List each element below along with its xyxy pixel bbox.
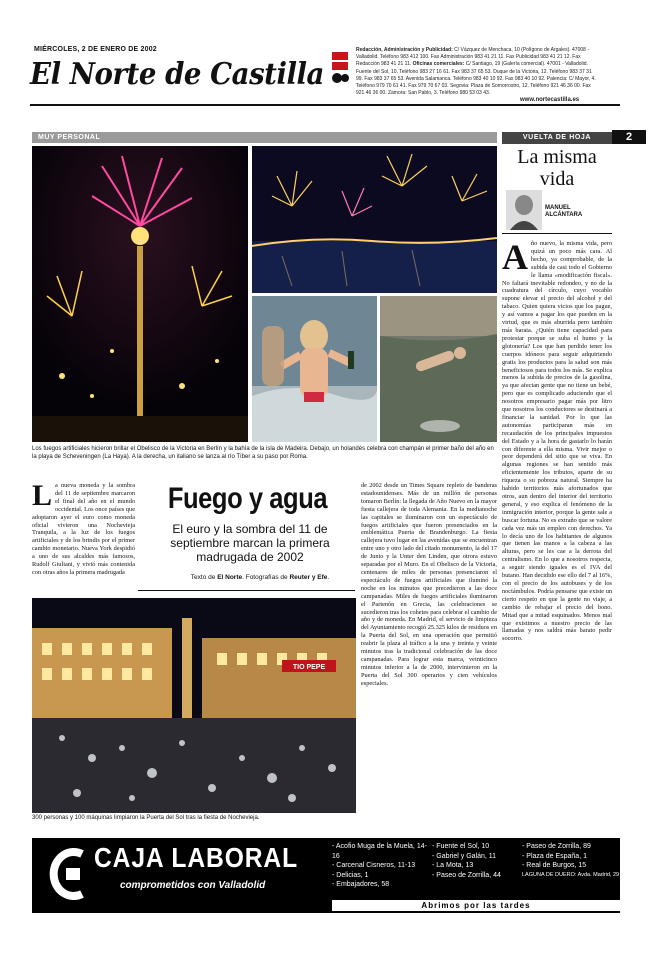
credits-agency: Reuter y Efe: [289, 574, 328, 581]
address-title: Redacción, Administración y Publicidad:: [356, 47, 453, 53]
headline: Fuego y agua: [167, 482, 328, 515]
top-photo-caption: Los fuegos artificiales hicieron brillar el Obelisco de la Victoria en Berlín y la bahía de la isla de Madeira. Debajo, un holandés celebra con champán el primer baño del año en la playa de Scheveningen (La Haya). A la derecha, un italiano se lanza al río Tíber a su paso por Roma.: [32, 446, 494, 460]
opinion-title: La misma vida: [517, 146, 597, 190]
ad-branches-1: - Acofio Muga de la Muela, 14-16 - Carcenal Cisneros, 11-13 - Delicias, 1 - Embajadores, 58: [332, 843, 427, 888]
page-number: 2: [612, 130, 646, 144]
ad-branches-2: - Fuente el Sol, 10 - Gabriel y Galán, 11 - La Mota, 13 - Paseo de Zorrilla, 44: [432, 843, 501, 879]
author-portrait: [506, 190, 542, 230]
credits-end: .: [327, 574, 330, 581]
edition-date: MIÉRCOLES, 2 DE ENERO DE 2002: [34, 46, 157, 53]
opinion-rule: [502, 233, 612, 234]
photo-scheveningen-bather: [252, 296, 377, 442]
masthead: El Norte de Castilla: [30, 57, 324, 92]
opinion-label: VUELTA DE HOJA: [502, 132, 612, 144]
credits: [160, 574, 360, 581]
ad-footer: Abrimos por las tardes: [332, 900, 620, 911]
deck: El euro y la sombra del 11 de septiembre marcan la primera madrugada de 2002: [170, 522, 330, 564]
credits-prefix: Texto de: [190, 574, 216, 581]
article-col1-text: a nueva moneda y la sombra del 11 de septiembre marcaron el final del año en el mundo occidental. Los once países que adoptaron ayer el euro como moneda oficial vivieron una Nochevieja Tranquila, a la luz de los fuegos artificiales y de los brindis por el primer cambio monetario. Nueva York despidió a uno de sus alcaldes más famosos, Rudolf Giuliani, y vivió más contenida con otras años la primera madrugada: [32, 482, 135, 576]
bottom-photo-caption: 300 personas y 100 máquinas limpiaron la Puerta del Sol tras la fiesta de Nochevieja.: [32, 815, 260, 821]
header-rule: [30, 104, 620, 106]
photo-berlin-fireworks: [32, 146, 248, 442]
author-last: ALCÁNTARA: [545, 212, 583, 218]
credits-mid: . Fotografías de: [242, 574, 288, 581]
tio-pepe-sign: TIO PEPE: [292, 664, 326, 671]
photo-madeira-bay: [252, 146, 497, 293]
opinion-author: [545, 205, 582, 219]
address-text: C/ Vázquez de Menchaca, 10 (Polígono de Argales). 47008 - Valladolid. Teléfono 983 412 100. Fax Administración 983 41 21 11. Fax Publicidad 983 41 21 12. Fax Redacción 983 41 21 11.: [356, 47, 589, 68]
opinion-body: ño nuevo, la misma vida, pero quizá un poco más cara. Al hecho, ya comprobable, de la subida de casi todo el Gobierno le llama «modificación fiscal». No faltará inevitable redondeo, y no de la cuadratura del círculo, cuyo vocablo supone elevar el precio del alcohol y del tabaco. Quien quiera vicios que los pague, y así vamos a pagar los que pueden en la virtud, que es más aburrida pero también más barata. ¿Quién tiene capacidad para protestar porque se suba el humo y la glotonería? Los que han perdido tener los cuerpos idóneos para seguir adquiriendo gratis los productos para la salud son más beneficiosos para todos los más. Se explica menos la subida de precios de la gasolina, ya que afectan gente que no tiene un bebé, pero que es complicado aduciendo que el nosotros empresario pagar más por litro que nosotros los conductores se destinará a financiar la sanidad. Por lo que las autonomías participaran más en recaudación de los principales impuestos del Estado y a la hora de gastarlo lo harán con diferente a ella misma. Vivir mejor o peor dependerá del sitio que se viva. En algunas regiones se han sentido más eficientemente los tributos, aparte de su riqueza o su pobreza natural. Siempre ha habido territorios más afortunados que otros, aun dentro del interior del territorio general, y eso explica el fenómeno de la inmigración interior, porque la gente sale a buscar fortuna. No es extraño que se valore cada vez más un empleo con derechos. Ya lo decía uno de los habitantes de algunos que tienen las manos a la cabeza a las alturas, pero se les cae a la derrota del centralismo. En lo que a nosotros respecta, a seguir siendo iguales es el IVA del butano. Han decidido ese ello del 7 al 16%, con el precio de los autobuses y de los noctámbulos. Podría pensarse que existe un cierto respeto en que la gente no viaje, a cambio de rebajar el precio del bono. Mitad que a mitad esquinados. Menos mal que existimos a nuestro precio de las llamadas y nos saldrá más barato pedir socorro.: [502, 240, 612, 643]
credits-author: El Norte: [217, 574, 243, 581]
article-column-1: [32, 479, 135, 577]
dropcap: L: [32, 479, 53, 512]
opinion-dropcap: A: [502, 240, 528, 277]
credits-rule: [138, 590, 355, 591]
offices-title: Oficinas comerciales:: [412, 61, 465, 68]
article-column-2: de 2002 desde un Times Square repleto de banderas estadounidenses. Más de un millón de personas tomaron Berlín: la llegada de Año Nuevo en la mayor fiesta callejera de toda Alemania. En la medianoche las capitales se iluminaron con un espectáculo de fuegos artificiales que fueron presenciados en la emblemática Puerta de Brandenburgo. La fiesta callejera tuvo lugar en las avenidas que se encuentran entre uno y otro lado del citado monumento, la del 17 de Junio y la Unter den Linden, que otrora estuvo separadas por el Muro. En el Obelisco de la Victoria, centenares de miles de personas presenciaron el espectáculo de fuegos artificiales que iluminó la noche en los minutos que precedieron a las doce campanadas. Miles de fuegos artificiales iluminaron el Partenón en Grecia, las celebraciones se sucedieron tras los cohetes para celebrar el cambio de año y de moneda. En Madrid, el servicio de limpieza del Ayuntamiento recogió 25.325 kilos de residuos en la Puerta del Sol, en una operación que permitió reabrir la plaza al tráfico a la una y treinta y veinte minutos tras la tradicional celebración de las doce campanadas. Para lograr esta marca, veinticinco minutos inferior a la de 2000, intervinieron en la Puerta del Sol 300 operarios y cien vehículos especiales.: [361, 482, 497, 687]
ad-branches-3: - Paseo de Zorrilla, 89 - Plaza de España, 1 - Real de Burgos, 15 LAGUNA DE DUERO: Avda. Madrid, 29: [522, 843, 620, 878]
caja-laboral-logo-icon: [44, 844, 88, 904]
caja-laboral-ad[interactable]: [32, 838, 620, 913]
photo-tiber-jump: [380, 296, 497, 442]
ad-slogan: comprometidos con Valladolid: [120, 880, 266, 891]
contact-block: [356, 47, 596, 97]
website-link[interactable]: www.nortecastilla.es: [520, 97, 580, 103]
opinion-text: [502, 240, 612, 820]
newspaper-logo-icon: [330, 50, 350, 86]
offices-text: C/ Santiago, 19 (Galería comercial). 47001 - Valladolid. Fuente del Sol, 10. Teléfono 983 27 16 61. Fax 983 37 65 53. Duque de la Victoria, 12. Teléfono 983 37 31 99. Fax 983 37 65 53. Avenida Salamanca. Teléfono 983 40 10 92. Fax 983 40 10 92. Palencia: C/ Mayor, 4. Teléfono 979 70 61 41. Fax 979 70 67 03. Segovia: Plaza de Somorrostro, 12. Teléfono 921 46 36 00. Fax 921 46 36 00. Zamora: San Pablo, 3. Teléfono 980 53 03 43.: [356, 61, 596, 97]
author-first: MANUEL: [545, 205, 571, 211]
photo-puerta-del-sol: [32, 598, 356, 813]
ad-brand: CAJA LABORAL: [94, 842, 299, 873]
section-label: MUY PERSONAL: [32, 132, 497, 143]
